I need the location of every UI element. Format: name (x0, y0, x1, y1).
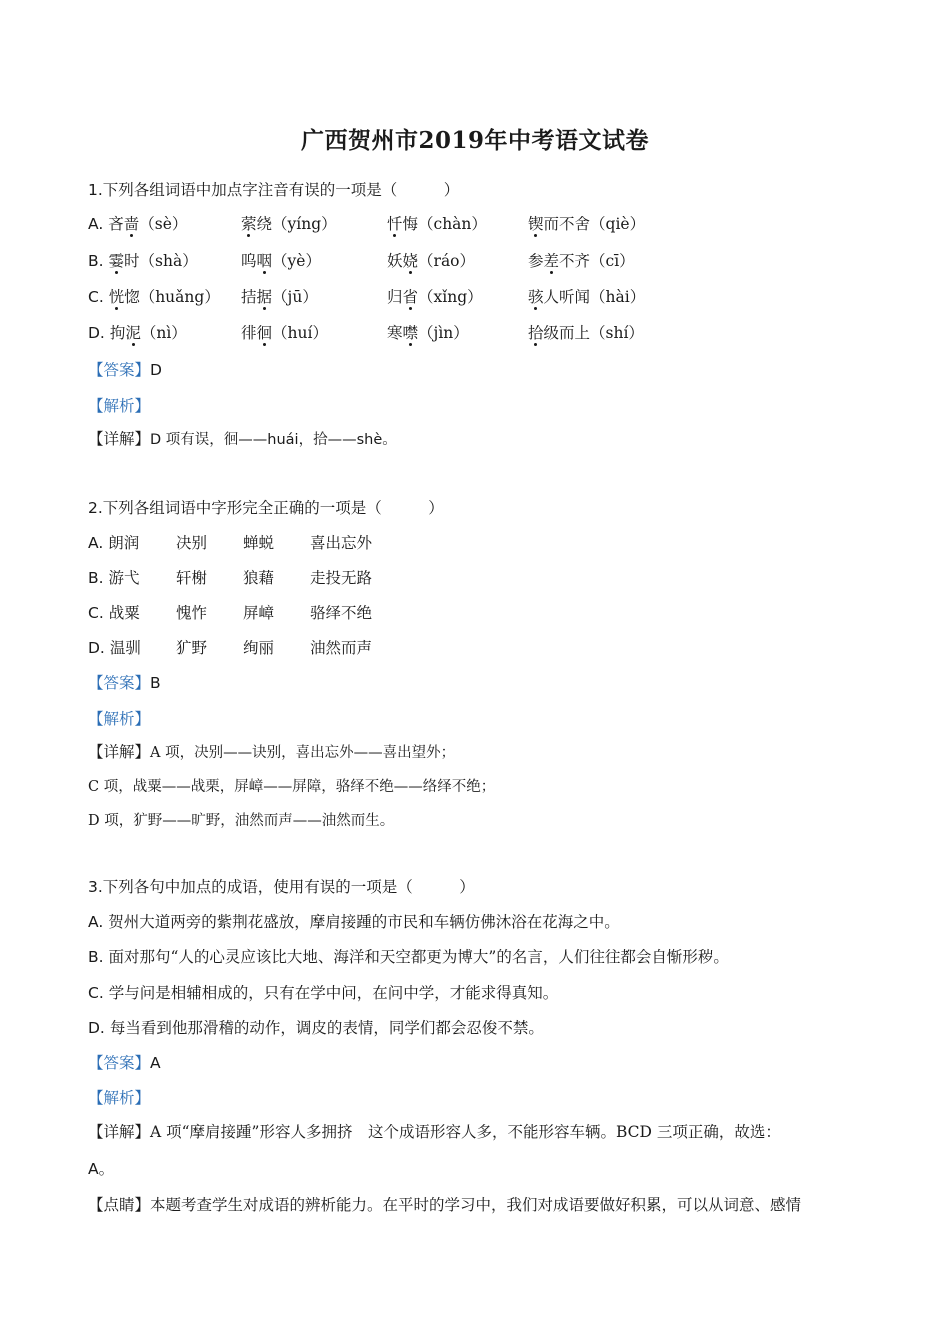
emphasis-dot-char: 锲 (528, 215, 544, 233)
emphasis-dot-char: 噤 (402, 324, 419, 342)
q1-answer: 【答案】D (88, 361, 162, 379)
q2-option-a-word-2: 决别 (176, 534, 208, 552)
q2-option-c-word-1: C. 战粟 (88, 604, 140, 622)
q1-option-c-word-4: 骇人听闻（hài） (528, 288, 646, 306)
q2-option-d-word-3: 绚丽 (243, 639, 275, 657)
question-3-stem: 3.下列各句中加点的成语，使用有误的一项是（ ） (88, 878, 475, 896)
emphasis-dot-char: 娆 (402, 252, 419, 270)
emphasis-dot-char: 差 (543, 252, 560, 270)
q1-detail: 【详解】D 项有误，徊——huái，拾——shè。 (88, 430, 397, 448)
q1-option-a-word-4: 锲而不舍（qiè） (528, 215, 646, 233)
q1-option-c-word-3: 归省（xǐng） (387, 288, 483, 306)
q2-option-c-word-4: 骆绎不绝 (310, 604, 373, 622)
q2-option-c-word-2: 愧怍 (176, 604, 208, 622)
q2-option-a-word-1: A. 朗润 (88, 534, 140, 552)
q1-option-d-word-4: 拾级而上（shí） (528, 324, 644, 342)
q2-option-b-word-2: 轩榭 (176, 569, 208, 587)
q2-detail-1: 【详解】A 项，决别——诀别，喜出忘外——喜出望外； (88, 743, 456, 761)
q1-option-d-word-2: 徘徊（huí） (241, 324, 328, 342)
emphasis-dot-char: 据 (256, 288, 273, 306)
q2-answer: 【答案】B (88, 674, 161, 692)
q2-option-d-word-1: D. 温驯 (88, 639, 141, 657)
q3-option-c: C. 学与问是相辅相成的，只有在学中问，在问中学，才能求得真知。 (88, 984, 559, 1002)
emphasis-dot-char: 骇 (528, 288, 544, 306)
q3-answer: 【答案】A (88, 1054, 161, 1072)
question-2-stem: 2.下列各组词语中字形完全正确的一项是（ ） (88, 499, 444, 517)
q1-option-a-word-1: A. 吝啬（sè） (88, 215, 188, 233)
page-title: 广西贺州市2019年中考语文试卷 (300, 127, 649, 154)
q2-option-b-word-3: 狼藉 (243, 569, 275, 587)
emphasis-dot-char: 萦 (241, 215, 257, 233)
emphasis-dot-char: 恍 (108, 288, 125, 306)
emphasis-dot-char: 咽 (256, 252, 273, 270)
q1-option-c-word-1: C. 恍惚（huǎng） (88, 288, 220, 306)
q3-option-b: B. 面对那句“人的心灵应该比大地、海洋和天空都更为博大”的名言，人们往往都会自惭形秽。 (88, 948, 729, 966)
q3-detail-2: A。 (88, 1160, 115, 1178)
q1-option-a-word-3: 忏悔（chàn） (387, 215, 487, 233)
q1-option-d-word-3: 寒噤（jìn） (387, 324, 469, 342)
q1-option-b-word-1: B. 霎时（shà） (88, 252, 198, 270)
emphasis-dot-char: 霎 (108, 252, 125, 270)
q1-option-d-word-1: D. 拘泥（nì） (88, 324, 187, 342)
q2-analysis-tag: 【解析】 (88, 710, 151, 728)
q3-comment: 【点睛】本题考查学生对成语的辨析能力。在平时的学习中，我们对成语要做好积累，可以从词意、感情 (88, 1196, 802, 1214)
emphasis-dot-char: 忏 (387, 215, 403, 233)
emphasis-dot-char: 徊 (256, 324, 273, 342)
q2-option-b-word-1: B. 游弋 (88, 569, 140, 587)
q2-option-c-word-3: 屏嶂 (243, 604, 275, 622)
emphasis-dot-char: 省 (402, 288, 419, 306)
q2-detail-2: C 项，战粟——战栗，屏嶂——屏障，骆绎不绝——络绎不绝； (88, 779, 496, 795)
q1-option-a-word-2: 萦绕（yíng） (241, 215, 337, 233)
q2-option-a-word-4: 喜出忘外 (310, 534, 373, 552)
emphasis-dot-char: 泥 (125, 324, 141, 342)
q3-option-d: D. 每当看到他那滑稽的动作，调皮的表情，同学们都会忍俊不禁。 (88, 1019, 544, 1037)
q2-option-d-word-2: 犷野 (176, 639, 208, 657)
q1-analysis-tag: 【解析】 (88, 397, 151, 415)
q1-option-b-word-4: 参差不齐（cī） (528, 252, 635, 270)
q1-option-b-word-3: 妖娆（ráo） (387, 252, 476, 270)
q3-detail-1: 【详解】A 项“摩肩接踵”形容人多拥挤 这个成语形容人多，不能形容车辆。BCD 三项正确，故选： (88, 1123, 781, 1141)
emphasis-dot-char: 拾 (528, 324, 544, 342)
q3-option-a: A. 贺州大道两旁的紫荆花盛放，摩肩接踵的市民和车辆仿佛沐浴在花海之中。 (88, 913, 620, 931)
q2-detail-3: D 项，犷野——旷野，油然而声——油然而生。 (88, 813, 395, 829)
q1-option-b-word-2: 呜咽（yè） (241, 252, 321, 270)
q2-option-a-word-3: 蝉蜕 (243, 534, 275, 552)
q1-option-c-word-2: 拮据（jū） (241, 288, 318, 306)
q2-option-d-word-4: 油然而声 (310, 639, 373, 657)
q3-analysis-tag: 【解析】 (88, 1089, 151, 1107)
emphasis-dot-char: 啬 (123, 215, 140, 233)
q2-option-b-word-4: 走投无路 (310, 569, 373, 587)
question-1-stem: 1.下列各组词语中加点字注音有误的一项是（ ） (88, 181, 460, 199)
